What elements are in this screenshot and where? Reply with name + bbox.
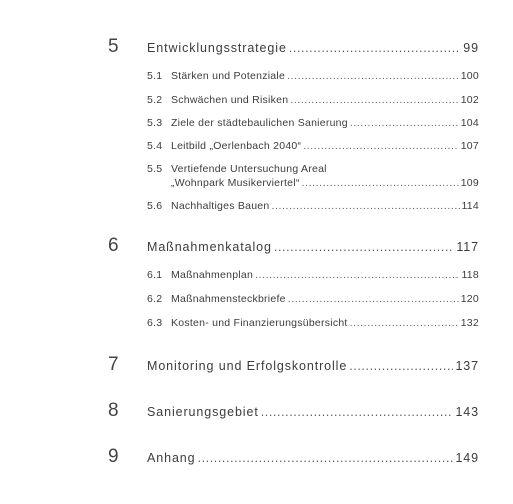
section-title-line2: „Wohnpark Musikerviertel“	[171, 177, 300, 189]
toc-entry-5-4[interactable]	[147, 140, 479, 152]
section-number: 5.4	[147, 140, 163, 152]
toc-entry-5-6[interactable]	[147, 200, 479, 212]
dot-leader	[350, 117, 459, 129]
chapter-number: 8	[108, 400, 119, 421]
section-number: 6.1	[147, 269, 163, 281]
toc-entry-chapter-8[interactable]	[147, 405, 479, 419]
toc-entry-chapter-9[interactable]	[147, 451, 479, 465]
section-title: Leitbild „Oerlenbach 2040“	[171, 140, 302, 152]
page-number: 114	[461, 200, 479, 212]
section-number: 5.6	[147, 200, 163, 212]
page-number: 99	[463, 41, 479, 55]
section-title: Ziele der städtebaulichen Sanierung	[171, 117, 348, 129]
section-title-line1: Vertiefende Untersuchung Areal	[171, 163, 327, 175]
chapter-title: Monitoring und Erfolgskontrolle	[147, 359, 348, 373]
dot-leader	[287, 70, 459, 82]
page-number: 120	[460, 293, 479, 305]
page-number: 143	[455, 405, 479, 419]
chapter-number: 7	[108, 354, 119, 375]
toc-entry-6-2[interactable]	[147, 293, 479, 305]
page-number: 109	[460, 177, 479, 189]
dot-leader	[349, 359, 453, 373]
section-title: Nachhaltiges Bauen	[171, 200, 270, 212]
section-number: 5.3	[147, 117, 163, 129]
toc-entry-chapter-5[interactable]	[147, 41, 479, 55]
toc-entry-5-5-line1[interactable]	[147, 163, 479, 175]
toc-entry-5-1[interactable]	[147, 70, 479, 82]
page-number: 132	[460, 317, 479, 329]
toc-entry-5-3[interactable]	[147, 117, 479, 129]
dot-leader	[198, 451, 454, 465]
chapter-number: 6	[108, 235, 119, 256]
chapter-title: Anhang	[147, 451, 196, 465]
dot-leader	[274, 240, 454, 254]
dot-leader	[290, 94, 458, 106]
page-number: 137	[455, 359, 479, 373]
page-number: 107	[460, 140, 479, 152]
section-title: Kosten- und Finanzierungsübersicht	[171, 317, 348, 329]
dot-leader	[255, 269, 459, 281]
chapter-number: 5	[108, 36, 119, 57]
dot-leader	[302, 177, 459, 189]
toc-entry-5-5[interactable]	[147, 177, 479, 189]
dot-leader	[288, 293, 459, 305]
chapter-number: 9	[108, 446, 119, 467]
toc-entry-6-3[interactable]	[147, 317, 479, 329]
chapter-title: Maßnahmenkatalog	[147, 240, 272, 254]
section-title: Maßnahmensteckbriefe	[171, 293, 286, 305]
section-title: Maßnahmenplan	[171, 269, 254, 281]
section-number: 6.3	[147, 317, 163, 329]
page-number: 117	[456, 240, 479, 254]
dot-leader	[289, 41, 461, 55]
dot-leader	[303, 140, 458, 152]
toc-entry-6-1[interactable]	[147, 269, 479, 281]
page-number: 118	[461, 269, 479, 281]
chapter-title: Sanierungsgebiet	[147, 405, 259, 419]
page-number: 102	[460, 94, 479, 106]
dot-leader	[261, 405, 454, 419]
toc-entry-5-2[interactable]	[147, 94, 479, 106]
page-number: 104	[460, 117, 479, 129]
page-number: 100	[460, 70, 479, 82]
toc-entry-chapter-6[interactable]	[147, 240, 479, 254]
toc-entry-chapter-7[interactable]	[147, 359, 479, 373]
dot-leader	[271, 200, 459, 212]
chapter-title: Entwicklungsstrategie	[147, 41, 287, 55]
section-number: 5.5	[147, 163, 163, 175]
section-number: 5.2	[147, 94, 163, 106]
section-title: Stärken und Potenziale	[171, 70, 286, 82]
dot-leader	[350, 317, 459, 329]
section-number: 6.2	[147, 293, 163, 305]
section-number: 5.1	[147, 70, 163, 82]
page-number: 149	[455, 451, 479, 465]
section-title: Schwächen und Risiken	[171, 94, 289, 106]
